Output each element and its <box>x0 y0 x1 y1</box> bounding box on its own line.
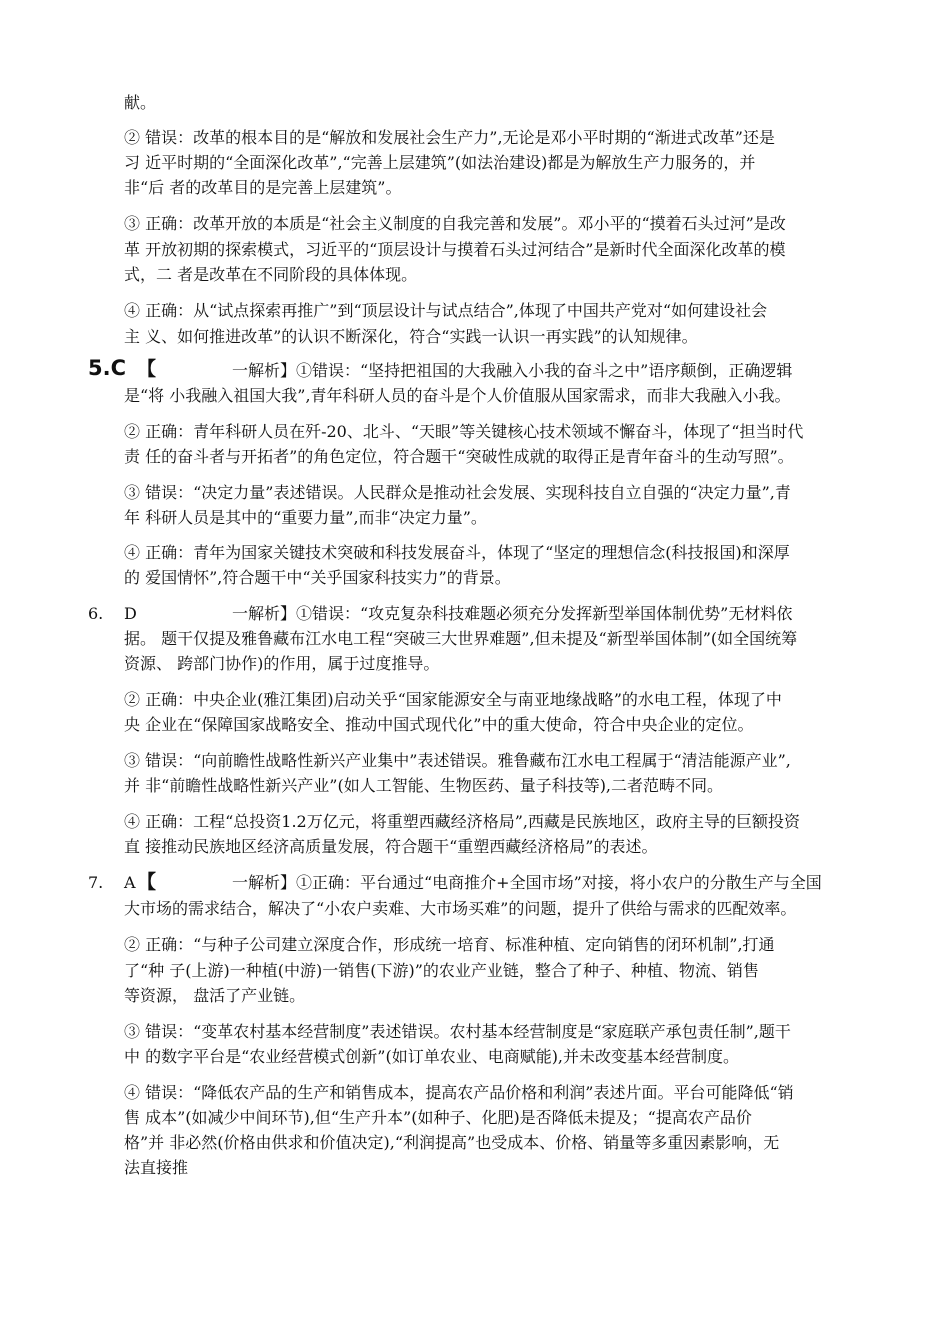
text-line: 主 义、如何推进改革”的认识不断深化，符合“实践一认识一再实践”的认知规律。 <box>124 327 698 346</box>
text-line: 非“后 者的改革目的是完善上层建筑”。 <box>124 178 402 197</box>
question-5-bracket: 【 <box>137 358 157 380</box>
text-line: 格”并 非必然(价格由供求和价值决定),“利润提高”也受成本、价格、销量等多重因素影响，无 <box>124 1133 780 1152</box>
text-line: ④ 正确：工程“总投资1.2万亿元，将重塑西藏经济格局”,西藏是民族地区，政府主导的巨额投资 <box>124 812 800 831</box>
text-line: 一解析】①错误：“坚持把祖国的大我融入小我的奋斗之中”语序颠倒，正确逻辑 <box>232 361 793 380</box>
text-line: 据。 题干仅提及雅鲁藏布江水电工程“突破三大世界难题”,但未提及“新型举国体制”(如全国统筹 <box>124 629 798 648</box>
text-line: 式，二 者是改革在不同阶段的具体体现。 <box>124 265 418 284</box>
text-line: 大市场的需求结合，解决了“小农户卖难、大市场买难”的问题，提升了供给与需求的匹配效率。 <box>124 899 797 918</box>
text-line: ② 正确：中央企业(雅江集团)启动关乎“国家能源安全与南亚地缘战略”的水电工程，体现了中 <box>124 690 782 709</box>
text-line: ② 正确：青年科研人员在歼-20、北斗、“天眼”等关键核心技术领域不懈奋斗，体现了“担当时代 <box>124 422 804 441</box>
text-line: 一解析】①正确：平台通过“电商推介+全国市场”对接，将小农户的分散生产与全国 <box>232 873 822 892</box>
text-line: ③ 错误：“决定力量”表述错误。人民群众是推动社会发展、实现科技自立自强的“决定力量”,青 <box>124 483 791 502</box>
text-line: ③ 错误：“变革农村基本经营制度”表述错误。农村基本经营制度是“家庭联产承包责任制”,题干 <box>124 1022 791 1041</box>
text-line: ② 错误：改革的根本目的是“解放和发展社会生产力”,无论是邓小平时期的“渐进式改革”还是 <box>124 128 775 147</box>
text-line: 革 开放初期的探索模式，习近平的“顶层设计与摸着石头过河结合”是新时代全面深化改革的模 <box>124 240 786 259</box>
question-7-bracket: 【 <box>137 871 157 893</box>
text-line: 的 爱国情怀”,符合题干中“关乎国家科技实力”的背景。 <box>124 568 511 587</box>
text-line: ② 正确：“与种子公司建立深度合作，形成统一培育、标准种植、定向销售的闭环机制”,打通 <box>124 935 775 954</box>
text-line: 资源、 跨部门协作)的作用，属于过度推导。 <box>124 654 440 673</box>
text-line: ③ 正确：改革开放的本质是“社会主义制度的自我完善和发展”。邓小平的“摸着石头过河”是改 <box>124 214 786 233</box>
text-line: 并 非“前瞻性战略性新兴产业”(如人工智能、生物医药、量子科技等),二者范畴不同。 <box>124 776 724 795</box>
text-line: 等资源， 盘活了产业链。 <box>124 986 306 1005</box>
text-line: 了“种 子(上游)一种植(中游)一销售(下游)”的农业产业链，整合了种子、种植、物流、销售 <box>124 961 759 980</box>
text-line: 中 的数字平台是“农业经营模式创新”(如订单农业、电商赋能),并未改变基本经营制度。 <box>124 1047 740 1066</box>
question-7-number: 7. <box>88 873 104 892</box>
text-line: ④ 错误：“降低农产品的生产和销售成本，提高农产品价格和利润”表述片面。平台可能降低“销 <box>124 1083 794 1102</box>
text-line: 直 接推动民族地区经济高质量发展，符合题干“重塑西藏经济格局”的表述。 <box>124 837 658 856</box>
question-6-answer: D <box>124 604 137 623</box>
text-line: 央 企业在“保障国家战略安全、推动中国式现代化”中的重大使命，符合中央企业的定位。 <box>124 715 754 734</box>
text-line: 法直接推 <box>124 1158 189 1177</box>
text-line: 一解析】①错误：“攻克复杂科技难题必须充分发挥新型举国体制优势”无材料依 <box>232 604 793 623</box>
question-5-number: 5.C <box>88 356 127 380</box>
text-line: 献。 <box>124 93 157 112</box>
text-line: 责 任的奋斗者与开拓者”的角色定位，符合题干“突破性成就的取得正是青年奋斗的生动写照”。 <box>124 447 794 466</box>
text-line: ③ 错误：“向前瞻性战略性新兴产业集中”表述错误。雅鲁藏布江水电工程属于“清洁能源产业”, <box>124 751 791 770</box>
text-line: ④ 正确：青年为国家关键技术突破和科技发展奋斗，体现了“坚定的理想信念(科技报国)和深厚 <box>124 543 790 562</box>
text-line: 是“将 小我融入祖国大我”,青年科研人员的奋斗是个人价值服从国家需求，而非大我融入小我。 <box>124 386 791 405</box>
text-line: 习 近平时期的“全面深化改革”,“完善上层建筑”(如法治建设)都是为解放生产力服务的，并 <box>124 153 756 172</box>
question-7-answer: A <box>124 873 136 892</box>
text-line: ④ 正确：从“试点探索再推广”到“顶层设计与试点结合”,体现了中国共产党对“如何建设社会 <box>124 301 768 320</box>
text-line: 年 科研人员是其中的“重要力量”,而非“决定力量”。 <box>124 508 487 527</box>
question-6-number: 6. <box>88 604 104 623</box>
text-line: 售 成本”(如减少中间环节),但“生产升本”(如种子、化肥)是否降低未提及；“提高农产品价 <box>124 1108 752 1127</box>
